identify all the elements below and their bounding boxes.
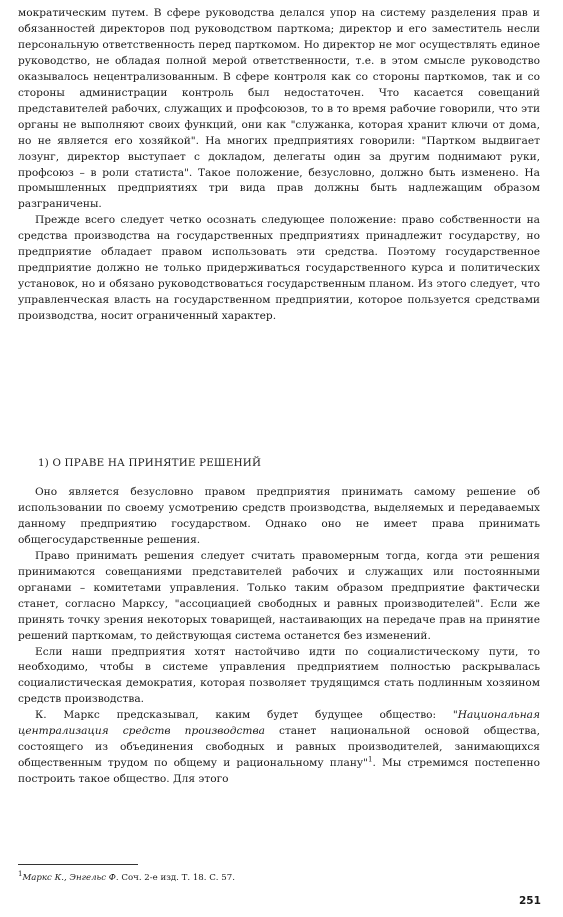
section-heading: 1) О ПРАВЕ НА ПРИНЯТИЕ РЕШЕНИЙ xyxy=(38,457,262,469)
paragraph-6-middle: станет национальной основой общества, состоящего из объединения свободных и равных производителей, занимающихся общественным трудом по общему и рациональному плану" xyxy=(18,725,540,770)
footnote xyxy=(18,872,540,884)
paragraph-6-italic: Национальная централизация средств производства xyxy=(18,709,540,738)
paragraph-1: мократическим путем. В сфере руководства делался упор на систему разделения прав и обязанностей директоров под руководством парткома; директор и его заместитель несли персональную ответственность перед парткомом. Но директор не мог осуществлять единое руководство, не обладая полной мерой ответственности, т.е. в этом смысле руководство оказывалось нецентрализованным. В сфере контроля как со стороны парткомов, так и со стороны администрации контроль был недостаточен. Что касается совещаний представителей рабочих, служащих и профсоюзов, то в то время рабочие говорили, что эти органы не выполняют своих функций, они как "служанка, которая хранит ключи от дома, но не является его хозяйкой". На многих предприятиях говорили: "Партком выдвигает лозунг, директор выступает с докладом, делегаты один за другим поднимают руки, профсоюз – в роли статиста". Такое положение, безусловно, должно быть изменено. На промышленных предприятиях три вида прав должны быть надлежащим образом разграничены. xyxy=(18,7,540,211)
body-text xyxy=(18,6,540,325)
paragraph-6-start: К. Маркс предсказывал, каким будет будущее общество: " xyxy=(35,709,458,722)
footnote-marker: 1 xyxy=(18,870,23,879)
footnote-authors: Маркс К., Энгельс Ф. xyxy=(22,873,119,883)
paragraph-3: Оно является безусловно правом предприятия принимать самому решение об использовании по своему усмотрению средств производства, выделяемых и передаваемых данному предприятию государством. Однако оно не имеет права принимать общегосударственные решения. xyxy=(18,486,540,546)
footnote-citation: Соч. 2-е изд. Т. 18. С. 57. xyxy=(118,873,235,883)
footnote-divider xyxy=(18,864,138,865)
paragraph-6 xyxy=(18,708,540,788)
paragraph-2: Прежде всего следует четко осознать следующее положение: право собственности на средства производства на государственных предприятиях принадлежит государству, но предприятие обладает правом использовать эти средства. Поэтому государственное предприятие должно не только придерживаться государственного курса и политических установок, но и обязано руководствоваться государственным планом. Из этого следует, что управленческая власть на государственном предприятии, которое пользуется средствами производства, носит ограниченный характер. xyxy=(18,214,540,323)
footnote-reference[interactable]: 1 xyxy=(368,755,373,764)
paragraph-5: Если наши предприятия хотят настойчиво идти по социалистическому пути, то необходимо, чтобы в системе управления предприятием полностью раскрывалась социалистическая демократия, которая позволяет трудящимся стать подлинным хозяином средств производства. xyxy=(18,645,540,706)
paragraph-6-end: . Мы стремимся постепенно построить такое общество. Для этого xyxy=(18,757,540,786)
page-number: 251 xyxy=(519,895,541,907)
paragraph-4: Право принимать решения следует считать правомерным тогда, когда эти решения принимаются совещаниями представителей рабочих и служащих или постоянными органами – комитетами управления. Только таким образом предприятие фактически станет, согласно Марксу, "ассоциацией свободных и равных производителей". Если же принять точку зрения некоторых товарищей, настаивающих на передаче прав на принятие решений парткомам, то действующая система останется без изменений. xyxy=(18,549,540,642)
section-text xyxy=(18,485,540,788)
